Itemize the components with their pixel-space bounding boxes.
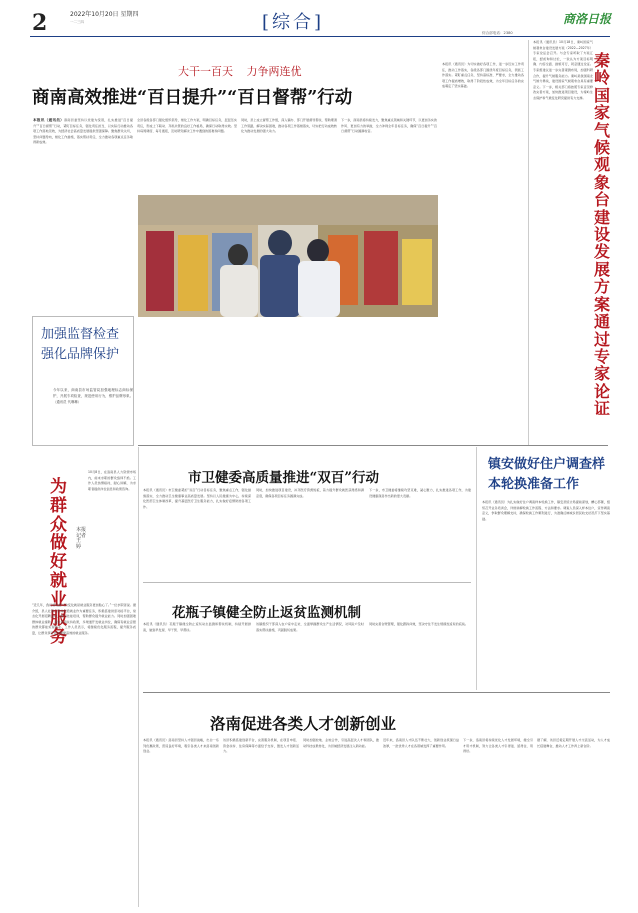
poverty-body-1: 本报讯（通讯员）花瓶子镇健全防止返贫动态监测和帮扶机制，持续开展排查，做到早发现、早干预、早帮扶。: [143, 622, 251, 632]
market-inspection-photo: [138, 195, 438, 317]
sub-header-line: 一二三四: [70, 20, 84, 24]
employment-body-main: “近几年，我们感觉最大的变化就是就业服务更加贴心了。”一位求职者说。据介绍，县人社部门坚持把稳就业作为重要任务，积极搭建供需对接平台，常态化开展招聘活动，组织技能培训，帮助群众提升就业能力。同时加强困难群体就业援助，落实各项扶持政策，多渠道开发就业岗位，确保有就业意愿的群众都能实现就业。工作人员表示，将继续优化服务流程，提升服务质量，让群众享受更加便捷高效的就业服务。: [32, 603, 136, 635]
brand-protection-note: 今年以来，商南县市场监管局加强地理标志商标保护，开展专项检查，规范使用行为，维护品牌形象。（通讯员 代琳琳）: [53, 388, 133, 405]
brand-protection-box: [32, 316, 134, 446]
poverty-body-3: 同时完善台账管理，强化跟踪问效，坚决守住不发生规模性返贫的底线。: [369, 622, 468, 626]
column-divider: [528, 40, 529, 445]
talent-body-6: 据了解，该县还将定期开展人才交流活动，为人才成长搭建舞台，推动人才工作再上新台阶。: [537, 738, 610, 748]
market-inspection-photo-graphic: [138, 195, 438, 317]
issue-date: 2022年10月20日 星期四: [70, 11, 139, 18]
survey-body: 本报讯（通讯员）为扎实做好住户调查样本轮换工作，镇安县统计局提前谋划，精心部署，组织召开业务培训会，详细讲解轮换工作流程、方法和要求。调查人员深入样本住户，宣传调查意义，争取群众理解支持，确保轮换工作顺利进行，为准确反映城乡居民收支状况打下坚实基础。: [482, 500, 610, 521]
health-body-3: 下一步，市卫健委将继续攻坚克难，凝心聚力，扎实推进各项工作，为建设健康商洛作出新的更大贡献。: [369, 488, 471, 498]
lead-body-col3: 同时，县上成立督帮工作组，深入镇办、部门开展督导帮扶，帮助理清工作思路，解决实际困难，推动各项工作落细落实，切实把行动成效转化为推动发展的强大动力。: [241, 118, 337, 134]
observatory-body-1: 本报讯（通讯员）10月18日，秦岭国家气候观象台建设发展方案（2022—2027年）专家论证会召开。与会专家听取了方案汇报，经质询和讨论，一致认为方案目标明确、内容全面、措施可行，同意通过论证。专家组建议进一步完善观测布局，加强科研合作，提升气候服务能力。秦岭是我国南北气候分界线，建设国家气候观象台具有重要意义。下一步，相关部门将按照专家意见修改完善方案，加快推进项目建设，为秦岭生态保护和气候变化研究提供有力支撑。: [533, 40, 593, 100]
section-rule-3: [143, 692, 610, 693]
survey-headline: 镇安做好住户调查样本轮换准备工作: [488, 457, 606, 492]
lead-body-col2: 全县各级各部门强化组织领导，细化工作方案，明确目标任务，层层压实责任，形成上下联动、齐抓共管的良好工作格局，确保行动取得实效。坚持每周调度、每月通报，及时研究解决工作中遇到的困难和问题。: [137, 118, 237, 134]
brand-protection-headline: 加强监督检查 强化品牌保护: [41, 327, 120, 362]
talent-body-3: 同时加强校地、企地合作，引进高层次人才和团队，推动科技成果转化，为县域经济发展注入新动能。: [303, 738, 379, 748]
left-column-divider: [138, 447, 139, 907]
health-body-2: 同时，加快推进项目建设，补齐医疗资源短板，着力提升群众就医获得感和满意度，确保各项目标任务圆满完成。: [256, 488, 364, 498]
lead-body-col5: 本报讯（通讯员）为切实做好各项工作，进一步压实工作责任，推动工作落实，各级各部门围绕年度目标任务，狠抓工作落实。紧盯重点任务，坚持高标准、严要求，全力推动各项工作提质增效，取得了阶段性成效，为全年目标任务的完成奠定了坚实基础。: [442, 62, 524, 89]
header-rule: [30, 36, 610, 37]
right-column-divider: [476, 447, 477, 690]
author-name: 王 婷: [76, 538, 82, 550]
health-body-1: 本报讯（通讯员）市卫健委紧扣“双百”行动目标任务，聚焦重点工作，强化措施落实，全力推动卫生健康事业高质量发展。坚持以人民健康为中心，持续深化医药卫生体制改革，提升基层医疗卫生服务能力，扎实做好疫情防控各项工作。: [143, 488, 251, 509]
author-label: 本报记者: [76, 527, 87, 539]
kicker-title: 大干一百天 力争两连优: [178, 65, 302, 78]
section-label: [综合]: [262, 12, 325, 33]
talent-headline: 洛南促进各类人才创新创业: [210, 714, 397, 733]
section-rule-1: [138, 445, 608, 446]
lead-headline: 商南高效推进“百日提升”“百日督帮”行动: [32, 88, 353, 108]
editor-phone: 综合部电话：2380: [482, 31, 513, 35]
section-rule-2: [143, 582, 471, 583]
talent-body-1: 本报讯（通讯员）洛南县坚持人才强县战略，出台一系列优惠政策，营造良好环境，吸引各类人才来洛南创新创业。: [143, 738, 219, 754]
talent-body-4: 近年来，洛南县人才队伍不断壮大，创新创业氛围日益浓厚，一批优秀人才在各领域发挥了重要作用。: [383, 738, 459, 748]
employment-author: [76, 528, 86, 550]
talent-body-2: 该县积极搭建创新平台，完善服务机制，在项目申报、资金扶持、住房保障等方面给予支持，激发人才创新活力。: [223, 738, 299, 754]
health-headline: 市卫健委高质量推进“双百”行动: [188, 470, 380, 486]
poverty-headline: 花瓶子镇健全防止返贫监测机制: [172, 605, 361, 621]
talent-body-5: 下一步，洛南县将持续优化人才发展环境，健全引才用才机制，努力让各类人才引得进、留得住、用得好。: [463, 738, 533, 754]
observatory-headline: 秦岭国家气候观象台建设发展方案通过专家论证: [594, 51, 611, 419]
lead-body-col4: 下一步，商南县将持续发力，聚焦重点领域和关键环节，以更加务实的作风、更加有力的举措，全力冲刺全年目标任务，确保“百日提升”“百日督帮”行动圆满收官。: [341, 118, 437, 134]
employment-headline: 为群众做好就业服务: [50, 477, 67, 648]
employment-body-side: 10月8日，在洛南县人力资源市场内，前来求职的群众络绎不绝。工作人员热情接待，耐心讲解，为求职者提供岗位信息和政策咨询。: [88, 470, 136, 491]
poverty-body-2: 该镇组织干部深入农户家中走访，全面掌握群众生产生活情况，对风险户及时落实帮扶措施，巩固脱贫成果。: [256, 622, 364, 632]
page-number: 2: [32, 10, 48, 36]
page-header: [0, 0, 638, 40]
lead-body-col1: 本报讯（通讯员）商南县委坚持以党建为统领，扎实推进“百日提升”“百日督帮”行动，紧盯目标任务，强化责任担当，以实际行动推动各项工作落地见效，为经济社会高质量发展提供坚强保障。聚焦群众关切，坚持问题导向，细化工作措施，落实帮扶责任，全力推动各项重点任务取得新成效。: [33, 118, 133, 145]
newspaper-brand: 商洛日报: [563, 12, 612, 26]
